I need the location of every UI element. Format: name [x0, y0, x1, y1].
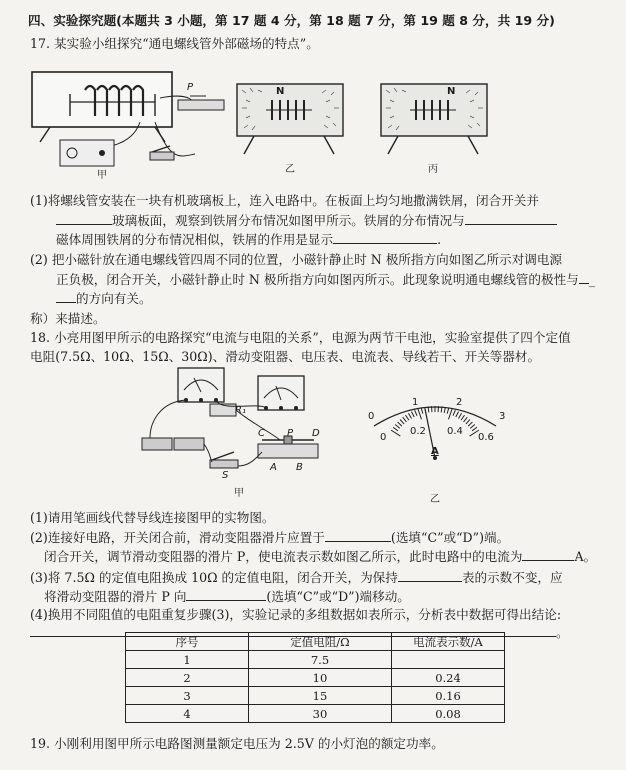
q18-q3-line1: (3)将 7.5Ω 的定值电阻换成 10Ω 的定值电阻，闭合开关，为保持 表的示数不变，应: [30, 570, 563, 585]
dial-bottom-tick-1: 0.2: [410, 426, 426, 437]
answer-blank[interactable]: [398, 569, 462, 582]
power-supply: [60, 140, 114, 166]
q17-stem: 17. 某实验小组探究“通电螺线管外部磁场的特点”。: [30, 36, 319, 51]
q18-q4-answer-line: 。: [30, 624, 569, 641]
table-row: [126, 651, 505, 669]
table-row: [126, 687, 505, 705]
q17-figure-bing: [380, 82, 490, 162]
label-b: B: [296, 462, 303, 473]
table-row: [126, 705, 505, 723]
q18-q2-line1: (2)连接好电路，开关闭合前，滑动变阻器滑片应置于 (选填“C”或“D”)端。: [30, 530, 510, 545]
q17-label-bing: 丙: [428, 164, 438, 175]
glass-board: [32, 72, 172, 127]
answer-blank[interactable]: [56, 212, 112, 225]
dial-tick: [461, 415, 464, 420]
q17-p1-line1: (1)将螺线管安装在一块有机玻璃板上，连入电路中。在板面上均匀地撒满铁屑，闭合开关并: [30, 193, 539, 208]
q17-p2-line3: 的方向有关。: [56, 290, 152, 307]
table-cell: [392, 651, 505, 669]
ammeter: [178, 368, 224, 402]
table-cell: 1: [126, 651, 249, 669]
dial-tick: [415, 410, 417, 416]
switch: [210, 460, 238, 468]
dial-tick: [398, 422, 402, 426]
answer-blank[interactable]: [522, 548, 574, 561]
answer-blank[interactable]: [579, 271, 589, 284]
label-s: S: [222, 470, 229, 481]
dial-tick: [391, 430, 400, 436]
dial-tick: [466, 420, 470, 424]
dial-bottom-tick-0: 0: [380, 432, 387, 443]
table-cell: 30: [249, 705, 392, 723]
dial-top-tick-1: 1: [412, 397, 419, 408]
battery: [142, 438, 172, 450]
dial-tick: [458, 413, 461, 418]
dial-tick: [411, 412, 414, 417]
q18-q2-line2: 闭合开关，调节滑动变阻器的滑片 P，使电流表示数如图乙所示，此时电路中的电流为 A。: [44, 549, 597, 564]
answer-blank[interactable]: [186, 588, 266, 601]
dial-tick: [472, 427, 477, 431]
table-cell: 7.5: [249, 651, 392, 669]
q17-figure-yi: [236, 82, 346, 162]
dial-tick: [468, 422, 472, 426]
answer-blank[interactable]: [465, 212, 557, 225]
q17-label-yi: 乙: [285, 164, 295, 175]
dial-tick: [403, 417, 407, 422]
q17-p2-line1: (2) 把小磁针放在通电螺线管四周不同的位置，小磁针静止时 N 极所指方向如图乙所示对调电源: [30, 252, 563, 267]
dial-tick: [453, 410, 455, 416]
label-c: C: [258, 428, 265, 439]
data-table: [125, 632, 505, 723]
dial-unit: A: [431, 446, 439, 457]
dial-tick: [418, 409, 422, 419]
dial-top-tick-0: 0: [368, 411, 375, 422]
q19-stem: 19. 小刚利用图甲所示电路图测量额定电压为 2.5V 的小灯泡的额定功率。: [30, 736, 444, 751]
q17-figure-jia: [30, 62, 240, 182]
table-header: 序号: [126, 633, 249, 651]
q17-p1-line2: 玻璃板面，观察到铁屑分布情况如图甲所示。铁屑的分布情况与: [56, 212, 557, 229]
answer-blank[interactable]: [325, 529, 391, 542]
dial-top-tick-2: 2: [456, 397, 463, 408]
table-cell: 10: [249, 669, 392, 687]
dial-tick: [400, 420, 404, 424]
dial-tick: [393, 427, 398, 431]
dial-tick: [447, 408, 449, 414]
q17-note: 称）来描述。: [30, 311, 106, 326]
label-a: A: [270, 462, 277, 473]
q18-stem-line2: 电阻(7.5Ω、10Ω、15Ω、30Ω)、滑动变阻器、电压表、电流表、导线若干、开关等器材。: [30, 349, 541, 364]
dial-tick: [408, 413, 411, 418]
section-title: 四、实验探究题(本题共 3 小题，第 17 题 4 分，第 18 题 7 分，第 19 题 8 分，共 19 分): [28, 13, 555, 28]
switch: [150, 152, 174, 160]
dial-bottom-tick-3: 0.6: [478, 432, 494, 443]
rheostat: [258, 444, 318, 458]
q18-stem-line1: 18. 小亮用图甲所示的电路探究“电流与电阻的关系”，电源为两节干电池，实验室提供了四个定值: [30, 330, 571, 345]
table-row: [126, 669, 505, 687]
answer-blank[interactable]: [333, 231, 437, 244]
q18-label-jia: 甲: [234, 488, 244, 499]
table-cell: 2: [126, 669, 249, 687]
q17-label-p: P: [187, 82, 194, 93]
label-r1: R₁: [235, 405, 246, 416]
q18-q3-line2: 将滑动变阻器的滑片 P 向 (选填“C”或“D”)端移动。: [44, 589, 410, 604]
answer-blank[interactable]: [56, 290, 76, 303]
table-header: 定值电阻/Ω: [249, 633, 392, 651]
voltmeter: [258, 376, 304, 410]
rheostat: [178, 100, 224, 110]
q17-p2-line2: 正负极，闭合开关，小磁针静止时 N 极所指方向如图丙所示。此现象说明通电螺线管的极性与 _: [56, 272, 596, 287]
dial-tick: [470, 425, 475, 429]
q18-q1: (1)请用笔画线代替导线连接图甲的实物图。: [30, 510, 275, 525]
dial-bottom-tick-2: 0.4: [447, 426, 463, 437]
dial-tick: [406, 415, 409, 420]
label-d: D: [312, 428, 320, 439]
dial-tick: [464, 417, 468, 422]
q17-bing-n-label: N: [447, 86, 456, 97]
table-cell: 3: [126, 687, 249, 705]
q17-yi-n-label: N: [276, 86, 285, 97]
table-cell: 0.08: [392, 705, 505, 723]
table-cell: 4: [126, 705, 249, 723]
label-p: P: [287, 428, 294, 439]
dial-tick: [395, 425, 400, 429]
dial-tick: [421, 408, 423, 414]
table-cell: 0.24: [392, 669, 505, 687]
q17-p1-line3: 磁体周围铁屑的分布情况相似，铁屑的作用是显示 .: [56, 232, 442, 247]
table-header-row: [126, 633, 505, 651]
table-cell: 15: [249, 687, 392, 705]
dial-tick: [456, 412, 459, 417]
dial-tick: [448, 409, 452, 419]
table-header: 电流表示数/A: [392, 633, 505, 651]
q17-label-jia: 甲: [97, 170, 107, 181]
table-cell: 0.16: [392, 687, 505, 705]
q18-label-yi: 乙: [430, 494, 440, 505]
dial-top-tick-3: 3: [499, 411, 506, 422]
q18-q4: (4)换用不同阻值的电阻重复步骤(3)，实验记录的多组数据如表所示，分析表中数据可得出结论:: [30, 607, 562, 622]
